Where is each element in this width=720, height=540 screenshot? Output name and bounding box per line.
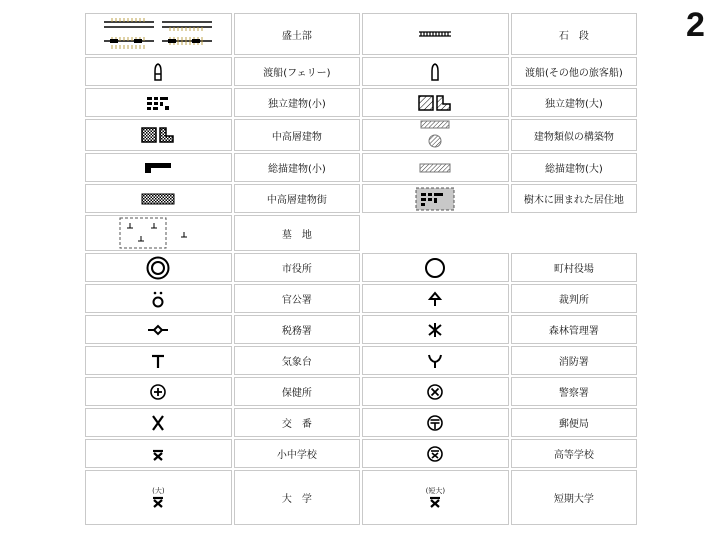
- ferry-icon: [151, 62, 165, 82]
- symbol-cell: [362, 13, 509, 55]
- symbol-cell: [362, 184, 509, 213]
- symbol-cell: [85, 470, 232, 525]
- symbol-cell: [362, 377, 509, 406]
- empty-cell: [362, 215, 637, 251]
- page-number: 2: [686, 6, 705, 44]
- post-office-icon: [426, 414, 444, 432]
- symbol-cell: [85, 253, 232, 282]
- building-like-structure-icon: [415, 120, 455, 150]
- symbol-cell: [85, 439, 232, 468]
- symbol-cell: [362, 119, 509, 151]
- stone-steps-icon: [415, 29, 455, 39]
- government-office-icon: [149, 289, 167, 309]
- symbol-label: 中高層建物: [234, 119, 360, 151]
- symbol-cell: [85, 88, 232, 117]
- symbol-cell: [85, 408, 232, 437]
- symbol-label: 中高層建物街: [234, 184, 360, 213]
- symbol-label: 交 番: [234, 408, 360, 437]
- symbol-cell: [362, 315, 509, 344]
- symbol-label: 消防署: [511, 346, 637, 375]
- building-small-icon: [145, 95, 171, 111]
- symbol-cell: [362, 439, 509, 468]
- map-symbol-legend-table: [83, 11, 639, 527]
- symbol-label: 裁判所: [511, 284, 637, 313]
- symbol-label: 短期大学: [511, 470, 637, 525]
- symbol-label: 渡船(その他の旅客船): [511, 57, 637, 86]
- symbol-label: 大 学: [234, 470, 360, 525]
- symbol-label: 森林管理署: [511, 315, 637, 344]
- courthouse-icon: [426, 289, 444, 309]
- junior-college-icon: [427, 495, 443, 509]
- symbol-cell: [362, 88, 509, 117]
- university-mark-text: (大): [152, 486, 165, 495]
- symbol-label: 小中学校: [234, 439, 360, 468]
- symbol-label: 税務署: [234, 315, 360, 344]
- university-icon: [150, 495, 166, 509]
- symbol-label: 樹木に囲まれた居住地: [511, 184, 637, 213]
- symbol-label: 盛土部: [234, 13, 360, 55]
- symbol-cell: [85, 215, 232, 251]
- passenger-boat-icon: [428, 62, 442, 82]
- fire-station-icon: [426, 352, 444, 370]
- cemetery-icon: [116, 216, 200, 250]
- wooded-residential-icon: [415, 187, 455, 211]
- town-village-office-icon: [423, 256, 447, 280]
- symbol-label: 警察署: [511, 377, 637, 406]
- city-hall-icon: [145, 255, 171, 281]
- symbol-label: 郵便局: [511, 408, 637, 437]
- symbol-label: 高等学校: [511, 439, 637, 468]
- symbol-cell: [362, 153, 509, 182]
- symbol-cell: [362, 346, 509, 375]
- symbol-cell: [85, 315, 232, 344]
- symbol-cell: [85, 57, 232, 86]
- symbol-label: 保健所: [234, 377, 360, 406]
- police-box-icon: [150, 413, 166, 433]
- symbol-cell: [362, 284, 509, 313]
- general-building-small-icon: [143, 161, 173, 175]
- high-school-icon: [426, 445, 444, 463]
- embankment-icon: [98, 14, 218, 54]
- weather-station-icon: [149, 352, 167, 370]
- symbol-label: 渡船(フェリー): [234, 57, 360, 86]
- symbol-label: 総描建物(小): [234, 153, 360, 182]
- symbol-label: 気象台: [234, 346, 360, 375]
- health-center-icon: [149, 383, 167, 401]
- symbol-label: 市役所: [234, 253, 360, 282]
- symbol-cell: [362, 470, 509, 525]
- symbol-label: 総描建物(大): [511, 153, 637, 182]
- school-icon: [150, 446, 166, 462]
- general-building-large-icon: [418, 162, 452, 174]
- symbol-cell: [362, 253, 509, 282]
- symbol-label: 独立建物(大): [511, 88, 637, 117]
- high-rise-district-icon: [140, 192, 176, 206]
- symbol-cell: [85, 284, 232, 313]
- symbol-cell: [85, 153, 232, 182]
- forest-office-icon: [426, 321, 444, 339]
- symbol-cell: [85, 377, 232, 406]
- junior-college-mark-text: (短大): [425, 486, 446, 495]
- symbol-label: 独立建物(小): [234, 88, 360, 117]
- symbol-label: 建物類似の構築物: [511, 119, 637, 151]
- symbol-cell: [362, 408, 509, 437]
- symbol-cell: [85, 346, 232, 375]
- symbol-cell: [362, 57, 509, 86]
- high-rise-building-icon: [140, 126, 176, 144]
- tax-office-icon: [147, 322, 169, 338]
- symbol-cell: [85, 119, 232, 151]
- symbol-cell: [85, 184, 232, 213]
- symbol-cell: [85, 13, 232, 55]
- symbol-label: 石 段: [511, 13, 637, 55]
- symbol-label: 町村役場: [511, 253, 637, 282]
- building-large-icon: [417, 94, 453, 112]
- police-station-icon: [426, 383, 444, 401]
- symbol-label: 官公署: [234, 284, 360, 313]
- symbol-label: 墓 地: [234, 215, 360, 251]
